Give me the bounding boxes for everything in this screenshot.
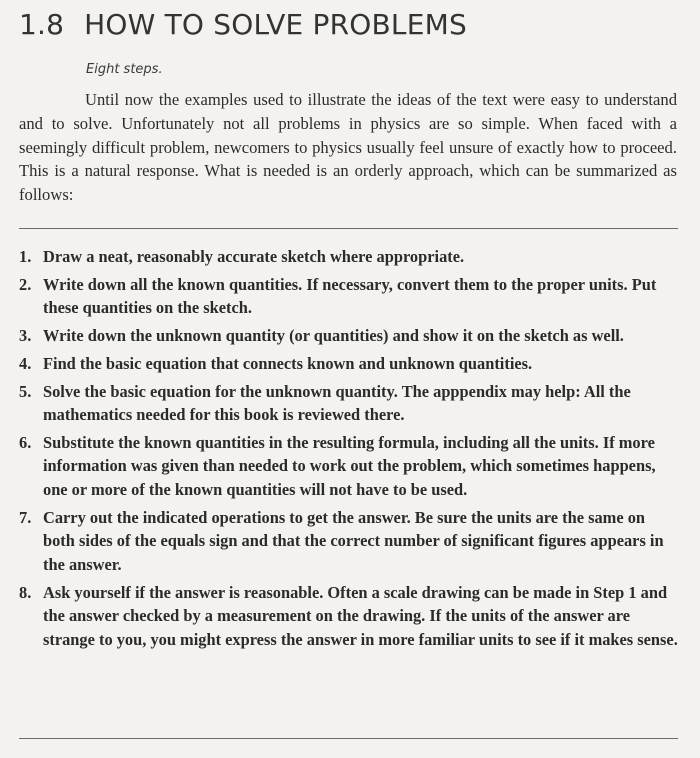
step-text: Solve the basic equation for the unknown quantity. The apppendix may help: All the mathematics needed for this book is reviewed there. bbox=[43, 381, 631, 425]
step-item bbox=[19, 245, 680, 269]
intro-paragraph: Until now the examples used to illustrate the ideas of the text were easy to understand and to solve. Unfortunately not all problems in physics are so simple. When faced with a seemingly difficult problem, newcomers to physics usually feel unsure of exactly how to proceed. This is a natural response. What is needed is an orderly approach, which can be summarized as follows: bbox=[19, 90, 677, 205]
step-text: Write down the unknown quantity (or quantities) and show it on the sketch as well. bbox=[43, 326, 624, 346]
step-item bbox=[19, 506, 680, 577]
step-text: Draw a neat, reasonably accurate sketch where appropriate. bbox=[43, 247, 465, 266]
step-number: 5. bbox=[19, 381, 32, 401]
step-text: Find the basic equation that connects known and unknown quantities. bbox=[43, 353, 533, 373]
section-subtitle: Eight steps. bbox=[86, 62, 163, 77]
step-item bbox=[19, 581, 680, 652]
step-text: Substitute the known quantities in the resulting formula, including all the units. If more information was given than needed to work out the problem, which sometimes happens, one or more of the known quantities will not have to be used. bbox=[43, 432, 656, 499]
section-number: 1.8 bbox=[19, 8, 65, 41]
step-item bbox=[19, 380, 680, 427]
steps-list bbox=[19, 245, 680, 655]
step-number: 8. bbox=[19, 582, 32, 602]
step-number: 7. bbox=[19, 507, 32, 527]
step-text: Carry out the indicated operations to get the answer. Be sure the units are the same on both sides of the equals sign and that the correct number of significant figures appears in the answer. bbox=[43, 507, 664, 574]
step-number: 1. bbox=[19, 247, 32, 266]
step-item bbox=[19, 324, 680, 348]
section-heading bbox=[19, 8, 467, 41]
step-text: Write down all the known quantities. If necessary, convert them to the proper units. Put these quantities on the sketch. bbox=[43, 274, 657, 318]
step-text: Ask yourself if the answer is reasonable. Often a scale drawing can be made in Step 1 and the answer checked by a measurement on the drawing. If the units of the answer are strange to you, you might express the answer in more familiar units to see if it makes sense. bbox=[43, 582, 678, 649]
bottom-divider bbox=[19, 738, 678, 739]
top-divider bbox=[19, 228, 678, 229]
step-item bbox=[19, 431, 680, 502]
step-item bbox=[19, 273, 680, 320]
step-number: 4. bbox=[19, 353, 32, 373]
step-number: 6. bbox=[19, 432, 32, 452]
step-number: 3. bbox=[19, 326, 32, 346]
section-title: HOW TO SOLVE PROBLEMS bbox=[84, 8, 467, 41]
step-item bbox=[19, 352, 680, 376]
step-number: 2. bbox=[19, 274, 32, 294]
